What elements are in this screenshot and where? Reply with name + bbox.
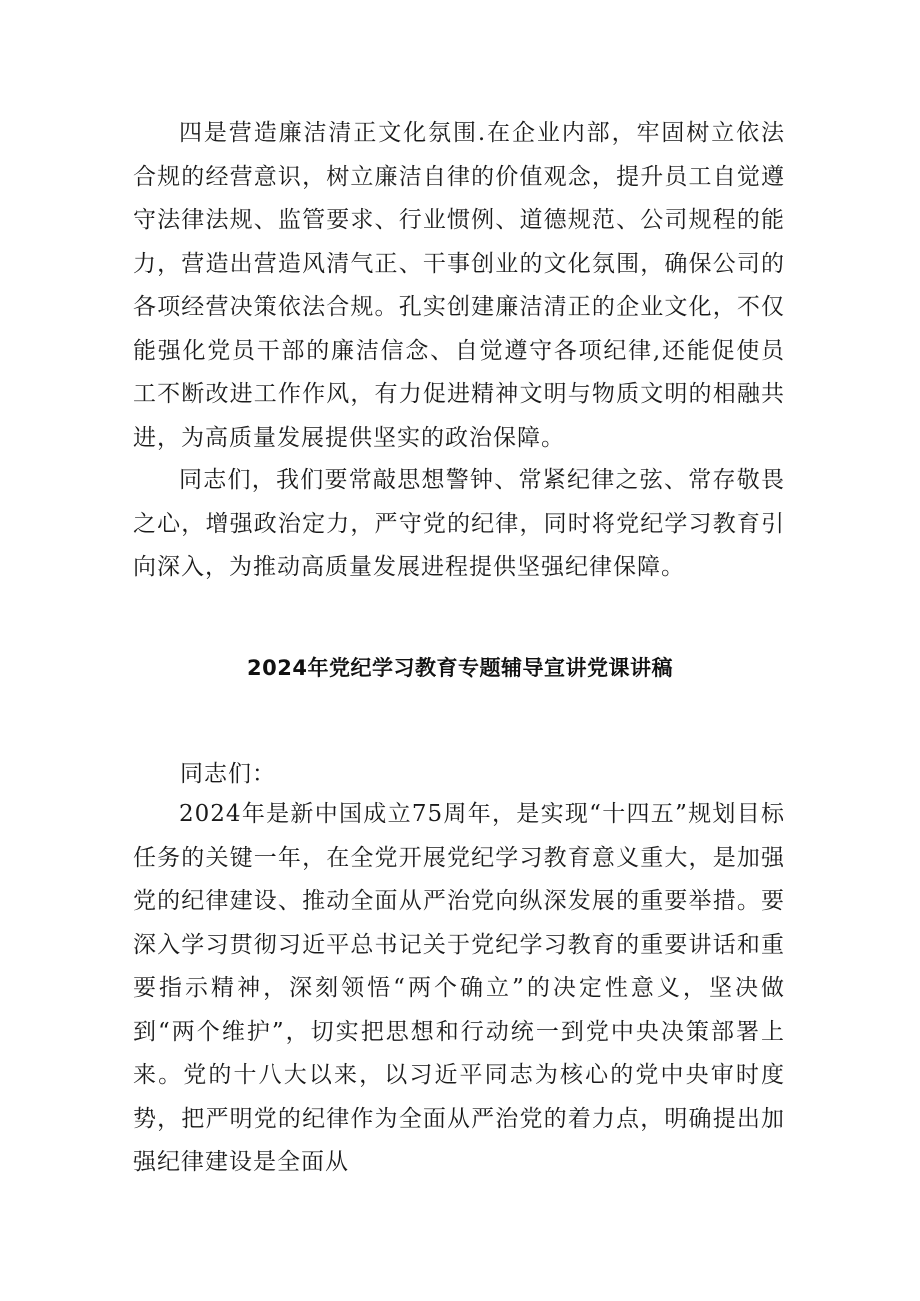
section-one-paragraph-2: 同志们，我们要常敲思想警钟、常紧纪律之弦、常存敬畏之心，增强政治定力，严守党的纪律，同时将党纪学习教育引向深入，为推动高质量发展进程提供坚强纪律保障。 xyxy=(133,467,785,580)
section-one-paragraph-1: 四是营造廉洁清正文化氛围.在企业内部，牢固树立依法合规的经营意识，树立廉洁自律的价值观念，提升员工自觉遵守法律法规、监管要求、行业惯例、道德规范、公司规程的能力，营造出营造风清气正、干事创业的文化氛围，确保公司的各项经营决策依法合规。孔实创建廉洁清正的企业文化，不仅能强化党员干部的廉洁信念、自觉遵守各项纪律,还能促使员工不断改进工作作风，有力促进精神文明与物质文明的相融共进，为高质量发展提供坚实的政治保障。 xyxy=(133,120,785,451)
section-two-greeting: 同志们： xyxy=(180,761,276,787)
section-two-paragraph-1: 2024年是新中国成立75周年，是实现“十四五”规划目标任务的关键一年，在全党开展党纪学习教育意义重大，是加强党的纪律建设、推动全面从严治党向纵深发展的重要举措。要深入学习贯彻习近平总书记关于党纪学习教育的重要讲话和重要指示精神，深刻领悟“两个确立”的决定性意义，坚决做到“两个维护”，切实把思想和行动统一到党中央决策部署上来。党的十八大以来，以习近平同志为核心的党中央审时度势，把严明党的纪律作为全面从严治党的着力点，明确提出加强纪律建设是全面从 xyxy=(133,801,785,1175)
section-two-title: 2024年党纪学习教育专题辅导宣讲党课讲稿 xyxy=(247,656,673,680)
